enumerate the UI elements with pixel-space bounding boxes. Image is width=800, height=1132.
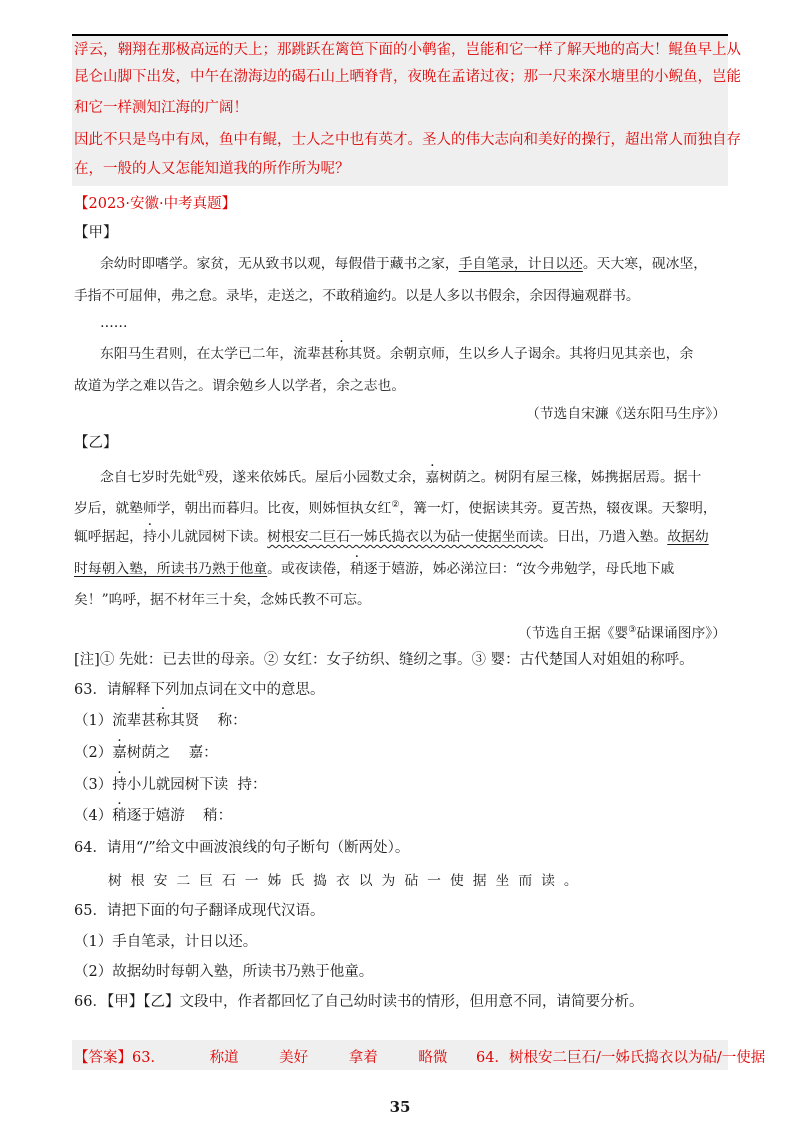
- text-span: 殁，遂来依姊氏。屋后小园数丈余，: [204, 469, 426, 486]
- underlined-phrase: 故据幼: [667, 529, 709, 545]
- dotted-char: 称: [155, 713, 171, 729]
- passage-jia-line: [100, 254, 707, 274]
- question-65-item: （1）手自笔录，计日以还。: [74, 934, 258, 950]
- question-65-title: 65．请把下面的句子翻译成现代汉语。: [74, 903, 325, 919]
- translation-line: 因此不只是鸟中有凤，鱼中有鲲，士人之中也有英才。圣人的伟大志向和美好的操行，超出常人而独自存: [74, 132, 741, 148]
- translation-line: 和它一样测知江海的广阔！: [74, 100, 248, 116]
- dotted-char: 稍: [349, 561, 364, 577]
- answer-item: 64．树根安二巨石/一姊氏捣衣以为砧/一使据: [476, 1050, 766, 1066]
- passage-jia-label: 【甲】: [74, 225, 118, 241]
- footnote-mark: ①: [196, 469, 205, 479]
- source-tag: 【2023·安徽·中考真题】: [74, 196, 237, 212]
- text-span: 砧课诵图序》）: [636, 625, 726, 642]
- answer-line: [74, 1046, 765, 1067]
- translation-line: 在，一般的人又怎能知道我的所作所为呢？: [74, 161, 350, 177]
- footnote-mark: ③: [628, 625, 637, 635]
- passage-jia-source: （节选自宋濂《送东阳马生序》）: [525, 406, 726, 422]
- passage-yi-line: [74, 559, 674, 579]
- text-span: 。天大寒，砚冰坚，: [582, 256, 708, 272]
- passage-yi-label: 【乙】: [74, 435, 118, 451]
- ellipsis: ……: [100, 315, 128, 331]
- answer-item: 美好: [279, 1050, 309, 1066]
- translation-line: 浮云，翱翔在那极高远的天上；那跳跃在篱笆下面的小鹌雀，岂能和它一样了解天地的高大！鲲鱼早上从: [74, 42, 741, 58]
- wavy-underlined-sentence: 树根安二巨石一姊氏捣衣以为砧一使据坐而读: [267, 529, 544, 545]
- text-span: 其贤 称：: [170, 713, 247, 729]
- text-span: （3）: [74, 777, 113, 793]
- passage-yi-line: [74, 527, 709, 547]
- text-span: 树荫之 嘉：: [126, 745, 218, 761]
- text-span: 岁后，就塾师学，朝出而暮归。比夜，则姊恒执女红: [74, 500, 392, 517]
- dotted-char: 嘉: [112, 745, 127, 761]
- text-span: 。或夜读倦，: [267, 561, 350, 577]
- underlined-phrase: 时每朝入塾，所读书乃熟于他童: [74, 561, 268, 577]
- text-span: ，篝一灯，使据读其旁。夏苦热，辍夜课。天黎明，: [399, 500, 717, 517]
- question-63-item: [74, 743, 218, 763]
- text-span: 念自七岁时先妣: [100, 469, 197, 486]
- text-span: （1）流辈甚: [74, 713, 156, 729]
- question-63-title: 63．请解释下列加点词在文中的意思。: [74, 682, 325, 698]
- passage-jia-line: [100, 344, 693, 364]
- question-63-item: [74, 711, 247, 731]
- text-span: 辄呼据起，: [74, 529, 143, 545]
- passage-yi-line: [100, 464, 701, 488]
- text-span: 余幼时即嗜学。家贫，无从致书以观，每假借于藏书之家，: [100, 256, 459, 272]
- text-span: （4）: [74, 808, 113, 824]
- dotted-char: 称: [334, 346, 349, 362]
- footnote-mark: ②: [391, 500, 400, 510]
- text-span: （节选自王据《婴: [517, 625, 629, 642]
- question-64-title: 64．请用“/”给文中画波浪线的句子断句（断两处）。: [74, 840, 410, 856]
- text-span: （2）: [74, 745, 113, 761]
- question-66-title: 66．【甲】【乙】文段中，作者都回忆了自己幼时读书的情形，但用意不同，请简要分析。: [74, 994, 644, 1010]
- passage-jia-line: 手指不可屈伸，弗之怠。录毕，走送之，不敢稍逾约。以是人多以书假余，余因得遍观群书。: [74, 288, 640, 304]
- answer-item: 拿着: [348, 1050, 378, 1066]
- footnotes: [注]① 先妣：已去世的母亲。② 女红：女子纺织、缝纫之事。③ 婴：古代楚国人对姐姐的称呼。: [74, 652, 694, 668]
- question-65-item: （2）故据幼时每朝入塾，所读书乃熟于他童。: [74, 964, 374, 980]
- underlined-phrase: 手自笔录，计日以还: [458, 256, 583, 272]
- question-64-sentence: 树根安二巨石一姊氏捣衣以为砧一使据坐而读。: [108, 873, 587, 889]
- question-63-item: [74, 775, 266, 795]
- answer-item: 略微: [418, 1050, 448, 1066]
- answer-tag: 【答案】63．: [74, 1050, 165, 1066]
- text-span: 东阳马生君则，在太学已二年，流辈甚: [100, 346, 335, 362]
- question-63-item: [74, 806, 232, 826]
- passage-jia-line: 故道为学之难以告之。谓余勉乡人以学者，余之志也。: [74, 378, 406, 394]
- translation-line: 昆仑山脚下出发，中午在渤海边的碣石山上晒脊背，夜晚在孟诸过夜；那一尺来深水塘里的小鲵鱼，岂能: [74, 69, 741, 85]
- text-span: 其贤。余朝京师，生以乡人子谒余。其将归见其亲也，余: [348, 346, 694, 362]
- text-span: 小儿就园树下读 持：: [126, 777, 267, 793]
- dotted-char: 嘉: [425, 469, 440, 486]
- dotted-char: 持: [112, 777, 127, 793]
- page-number: 35: [389, 1098, 411, 1116]
- passage-yi-line: 矣！”呜呼，据不材年三十矣，念姊氏教不可忘。: [74, 592, 371, 608]
- passage-yi-source: [518, 620, 726, 644]
- text-span: 逐于嬉游，姊必涕泣曰：“汝今弗勉学，母氏地下戚: [363, 561, 675, 577]
- text-span: 树荫之。树阴有屋三椽，姊携据居焉。据十: [439, 469, 702, 486]
- dotted-char: 稍: [112, 808, 127, 824]
- text-span: 逐于嬉游 稍：: [126, 808, 233, 824]
- answer-item: 称道: [209, 1050, 239, 1066]
- text-span: 。日出，乃遣入塾。: [543, 529, 668, 545]
- passage-yi-line: [74, 495, 717, 519]
- dotted-char: 持: [142, 529, 157, 545]
- text-span: 小儿就园树下读。: [156, 529, 268, 545]
